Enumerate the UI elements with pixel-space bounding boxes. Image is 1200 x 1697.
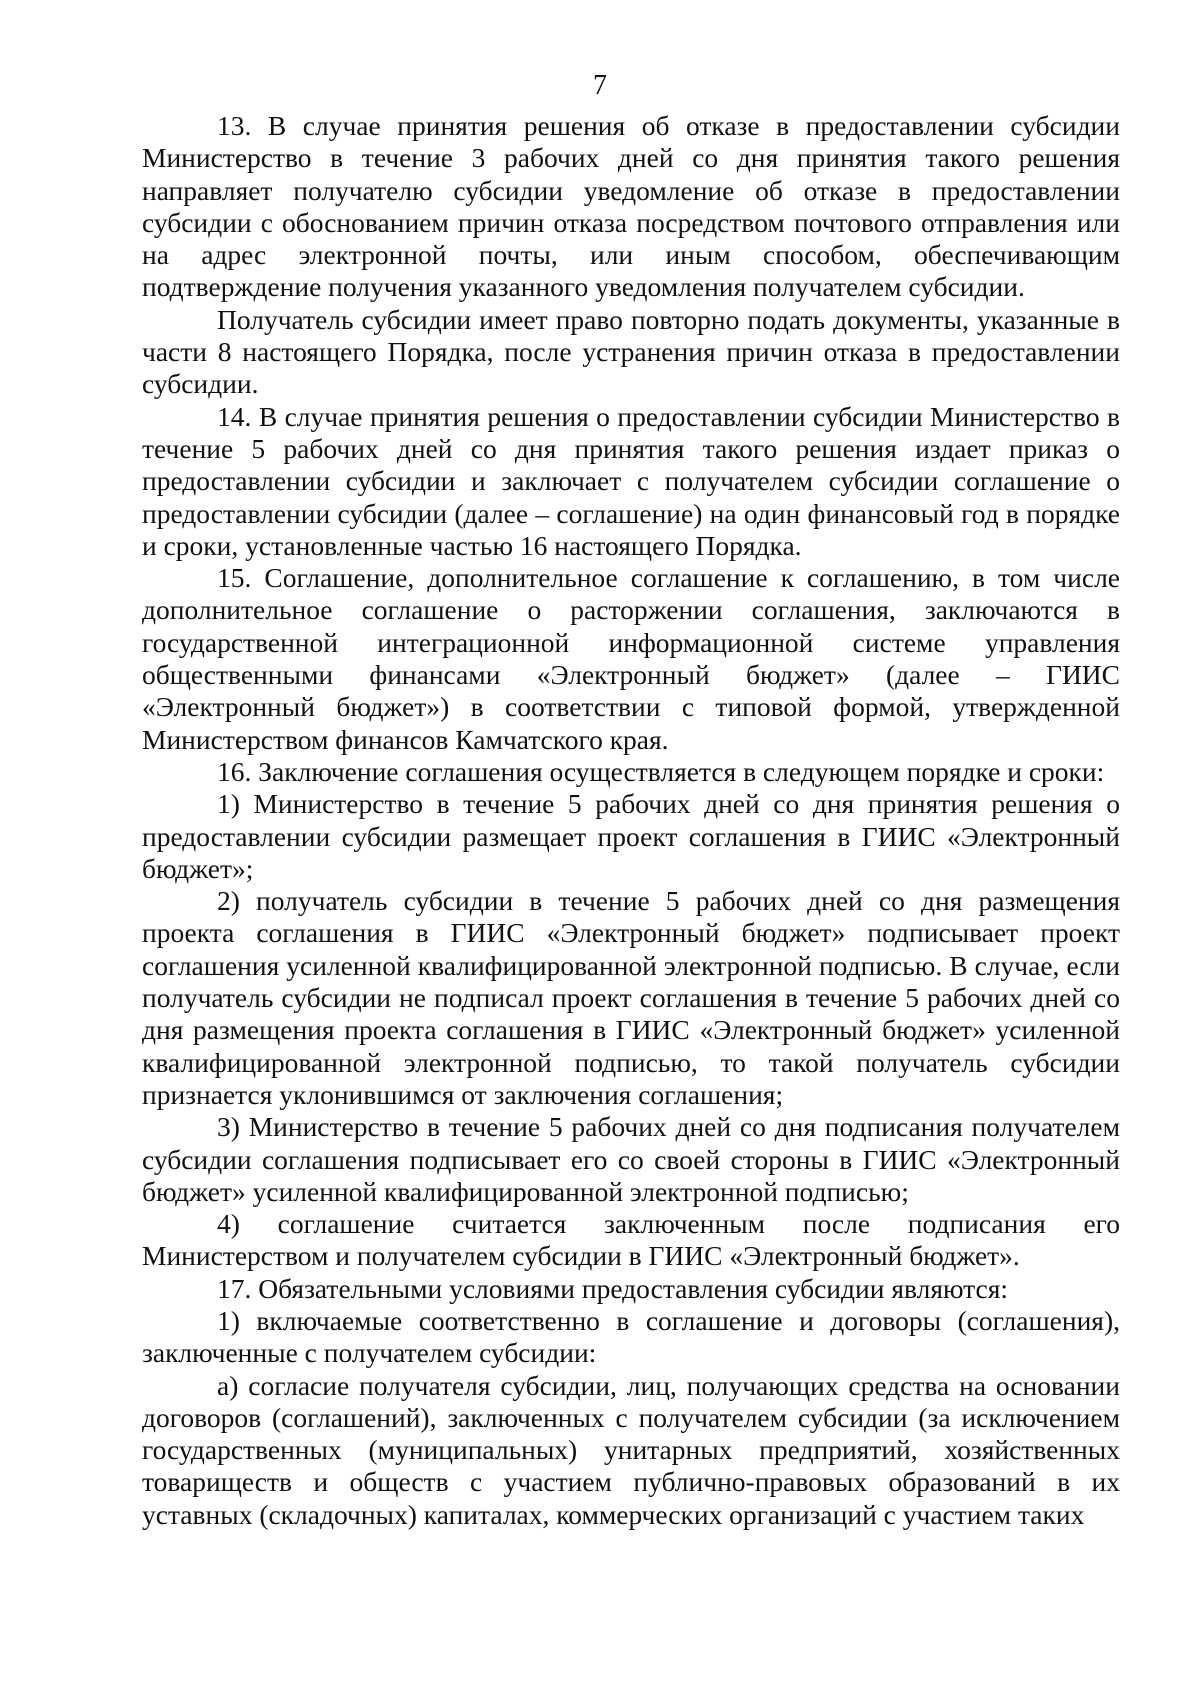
paragraph-17-item-1: 1) включаемые соответственно в соглашение и договоры (соглашения), заключенные с получателем субсидии: (142, 1304, 1120, 1369)
paragraph-16-item-3: 3) Министерство в течение 5 рабочих дней со дня подписания получателем субсидии соглашения подписывает его со своей стороны в ГИИС «Электронный бюджет» усиленной квалифицированной электронной подписью; (142, 1111, 1120, 1207)
paragraph-13-resubmission: Получатель субсидии имеет право повторно подать документы, указанные в части 8 настоящего Порядка, после устранения причин отказа в предоставлении субсидии. (142, 303, 1120, 400)
page-number: 7 (593, 70, 607, 101)
paragraph-16-item-4: 4) соглашение считается заключенным после подписания его Министерством и получателем субсидии в ГИИС «Электронный бюджет». (142, 1208, 1120, 1272)
paragraph-16: 16. Заключение соглашения осуществляется в следующем порядке и сроки: (217, 755, 1105, 787)
paragraph-16-item-2: 2) получатель субсидии в течение 5 рабочих дней со дня размещения проекта соглашения в ГИИС «Электронный бюджет» подписывает проект соглашения усиленной квалифицированной электронной подписью. В случае, если получатель субсидии не подписал проект соглашения в течение 5 рабочих дней со дня размещения проекта соглашения в ГИИС «Электронный бюджет» усиленной квалифицированной электронной подписью, то такой получатель субсидии признается уклонившимся от заключения соглашения; (142, 885, 1120, 1110)
paragraph-14: 14. В случае принятия решения о предоставлении субсидии Министерство в течение 5 рабочих дней со дня принятия такого решения издает приказ о предоставлении субсидии и заключает с получателем субсидии соглашение о предоставлении субсидии (далее – соглашение) на один финансовый год в порядке и сроки, установленные частью 16 настоящего Порядка. (142, 400, 1120, 561)
document-body (142, 110, 1120, 1531)
paragraph-17-item-1-a: а) согласие получателя субсидии, лиц, получающих средства на основании договоров (соглашений), заключенных с получателем субсидии (за исключением государственных (муниципальных) унитарных предприятий, хозяйственных товариществ и обществ с участием публично-правовых образований в их уставных (складочных) капиталах, коммерческих организаций с участием таких (142, 1369, 1120, 1530)
paragraph-17: 17. Обязательными условиями предоставления субсидии являются: (217, 1272, 1009, 1304)
paragraph-13: 13. В случае принятия решения об отказе в предоставлении субсидии Министерство в течение 3 рабочих дней со дня принятия такого решения направляет получателю субсидии уведомление об отказе в предоставлении субсидии с обоснованием причин отказа посредством почтового отправления или на адрес электронной почты, или иным способом, обеспечивающим подтверждение получения указанного уведомления получателем субсидии. (142, 110, 1120, 303)
paragraph-16-item-1: 1) Министерство в течение 5 рабочих дней со дня принятия решения о предоставлении субсидии размещает проект соглашения в ГИИС «Электронный бюджет»; (142, 788, 1120, 884)
paragraph-15: 15. Соглашение, дополнительное соглашение к соглашению, в том числе дополнительное соглашение о расторжении соглашения, заключаются в государственной интеграционной информационной системе управления общественными финансами «Электронный бюджет» (далее – ГИИС «Электронный бюджет») в соответствии с типовой формой, утвержденной Министерством финансов Камчатского края. (142, 562, 1120, 755)
